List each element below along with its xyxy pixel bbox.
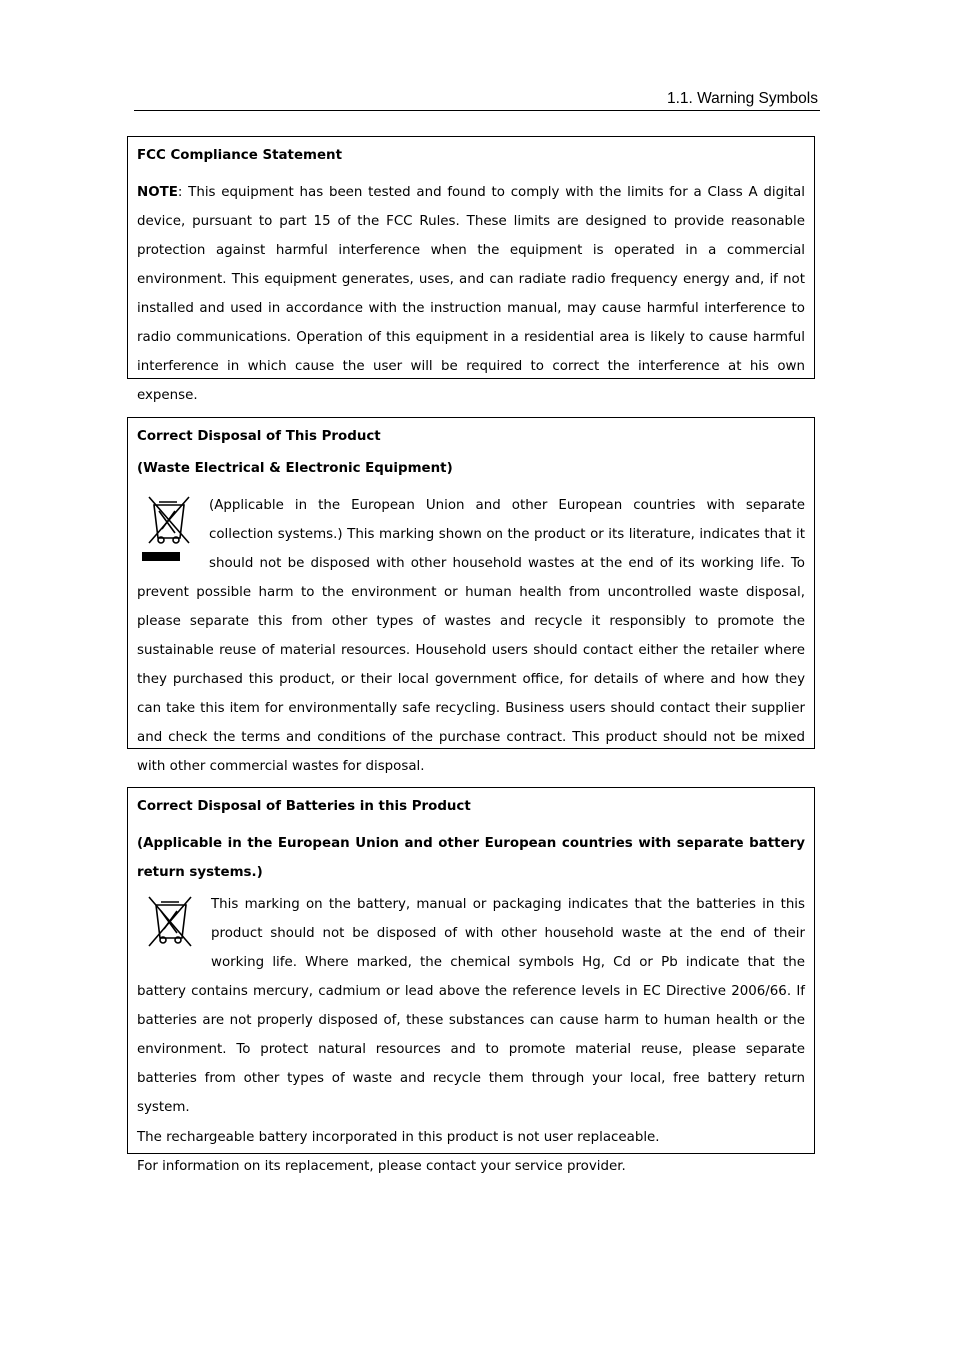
section-title: 1.1. Warning Symbols bbox=[666, 90, 818, 107]
fcc-note-paragraph bbox=[137, 178, 805, 410]
battery-title: Correct Disposal of Batteries in this Product bbox=[137, 799, 471, 814]
fcc-compliance-box bbox=[127, 136, 815, 403]
battery-disposal-box bbox=[127, 787, 815, 1174]
crossed-out-wheelie-bin-with-bar-icon bbox=[137, 493, 201, 571]
fcc-note-text: : This equipment has been tested and found to comply with the limits for a Class A digital device, pursuant to part 15 of the FCC Rules. These limits are designed to provide reasonable protection against harmful interference when the equipment is operated in a commercial environment. This equipment generates, uses, and can radiate radio frequency energy and, if not installed and used in accordance with the instruction manual, may cause harmful interference to radio communications. Operation of this equipment in a residential area is likely to cause harmful interference in which cause the user will be required to correct the interference at his own expense. bbox=[137, 185, 805, 403]
page-header bbox=[134, 88, 820, 111]
weee-body-text: (Applicable in the European Union and other European countries with separate collection systems.) This marking shown on the product or its literature, indicates that it should not be disposed with other household wastes at the end of its working life. To prevent possible harm to the environment or human health from uncontrolled waste disposal, please separate this from other types of wastes and recycle it responsibly to promote the sustainable reuse of material resources. Household users should contact either the retailer where they purchased this product, or their local government office, for details of where and how they can take this item for environmentally safe recycling. Business users should contact their supplier and check the terms and conditions of the purchase contract. This product should not be mixed with other commercial wastes for disposal. bbox=[137, 498, 805, 774]
weee-subtitle: (Waste Electrical & Electronic Equipment) bbox=[137, 461, 453, 476]
battery-body-paragraph bbox=[137, 890, 805, 1122]
weee-disposal-box bbox=[127, 417, 815, 774]
note-label: NOTE bbox=[137, 185, 178, 200]
rechargeable-note: The rechargeable battery incorporated in this product is not user replaceable. bbox=[137, 1130, 660, 1145]
battery-body-text: This marking on the battery, manual or packaging indicates that the batteries in this product should not be disposed of with other household waste at the end of their working life. Where marked, the chemical symbols Hg, Cd or Pb indicate that the battery contains mercury, cadmium or lead above the reference levels in EC Directive 2006/66. If batteries are not properly disposed of, these substances can cause harm to human health or the environment. To protect natural resources and to promote material reuse, please separate batteries from other types of waste and recycle them through your local, free battery return system. bbox=[137, 897, 805, 1115]
battery-subtitle: (Applicable in the European Union and other European countries with separate battery return systems.) bbox=[137, 836, 805, 880]
crossed-out-wheelie-bin-icon bbox=[137, 894, 203, 956]
weee-title: Correct Disposal of This Product bbox=[137, 429, 381, 444]
fcc-title: FCC Compliance Statement bbox=[137, 148, 342, 163]
replacement-note: For information on its replacement, please contact your service provider. bbox=[137, 1159, 626, 1174]
weee-body-paragraph bbox=[137, 491, 805, 781]
